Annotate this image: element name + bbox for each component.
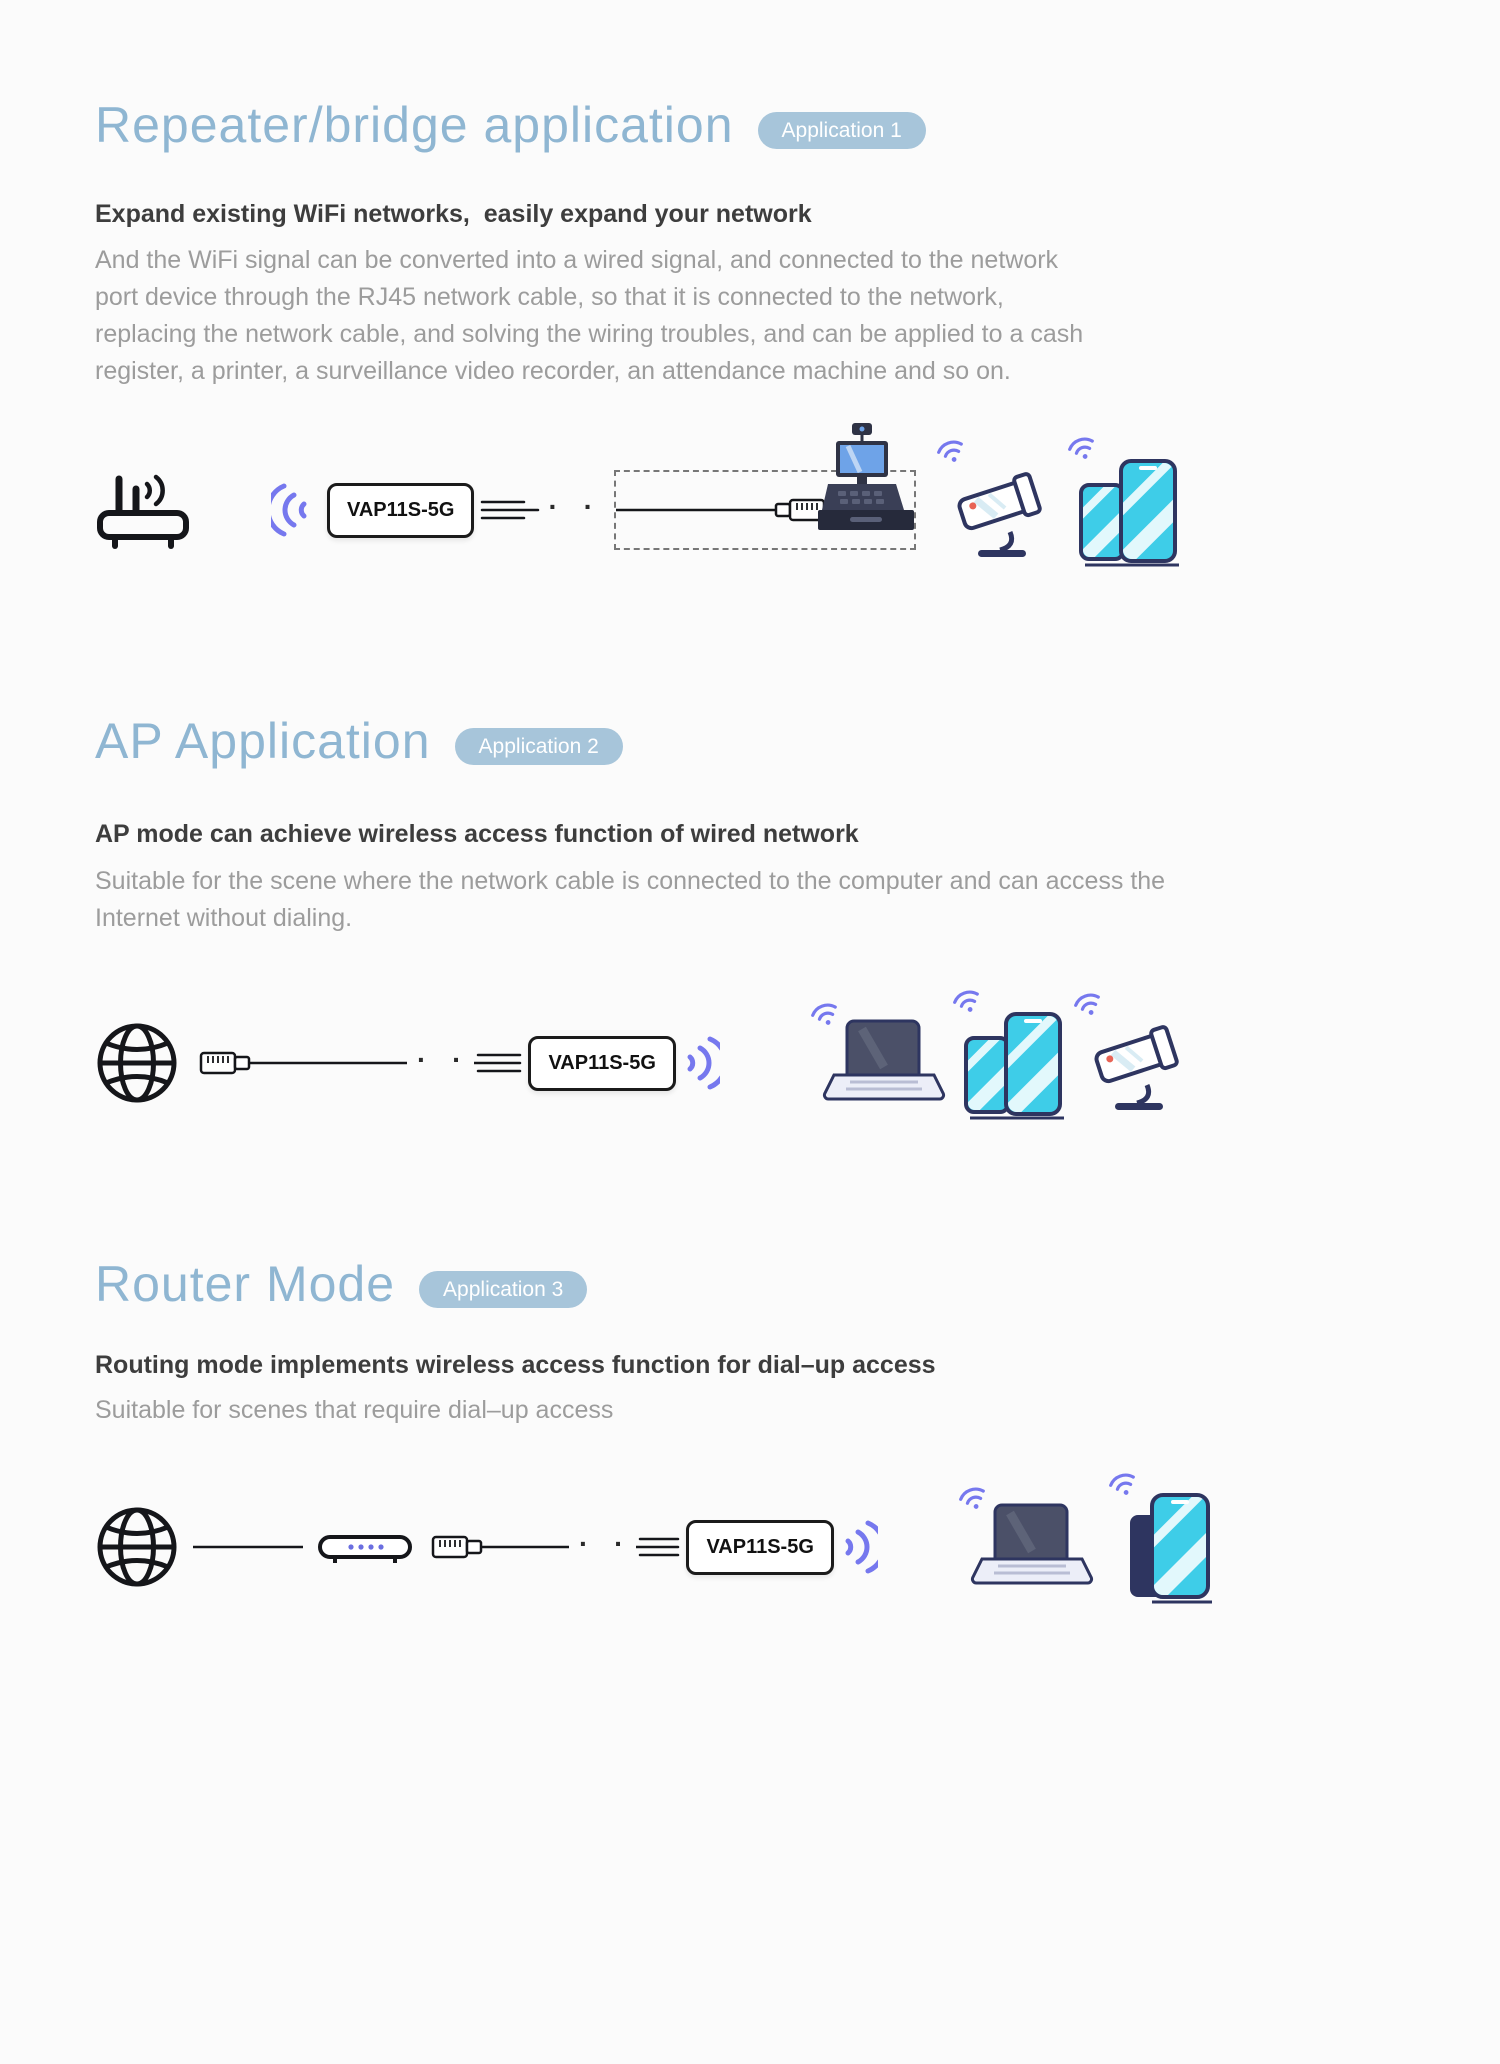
section-title: Repeater/bridge application <box>95 97 734 153</box>
cable-dots: · · <box>579 1528 633 1559</box>
application-badge: Application 1 <box>758 112 926 149</box>
globe-icon <box>95 1505 179 1589</box>
vap-device-box <box>528 1036 675 1091</box>
laptop <box>968 1499 1096 1596</box>
title-row <box>95 1255 1412 1313</box>
ap-diagram <box>95 983 1412 1143</box>
wifi-waves-right-icon <box>684 1034 720 1092</box>
globe-icon <box>95 1021 179 1105</box>
title-row <box>95 96 1412 154</box>
wifi-waves-right-icon <box>842 1518 878 1576</box>
section-body: And the WiFi signal can be converted into a wired signal, and connected to the network port device through the RJ45 network cable, so that it is connected to the network, replacing the network cable, and solving the wiring troubles, and can be applied to a cash register, a printer, a surveillance video recorder, an attendance machine and so on. <box>95 246 1084 385</box>
section-subtitle: Routing mode implements wireless access function for dial–up access <box>95 1351 936 1379</box>
vap-device-box <box>686 1520 833 1575</box>
cctv-camera <box>1083 1005 1198 1122</box>
phones-icon <box>962 1002 1067 1120</box>
section-subtitle: AP mode can achieve wireless access function of wired network <box>95 820 859 848</box>
cable-dots: · · <box>548 491 602 522</box>
modem-icon <box>317 1527 413 1567</box>
device-label: VAP11S-5G <box>706 1535 814 1558</box>
section-router-mode <box>95 1255 1412 1627</box>
device-label: VAP11S-5G <box>347 498 455 521</box>
section-subtitle: Expand existing WiFi networks, easily expand your network <box>95 200 812 228</box>
dashed-connection-box <box>614 470 916 550</box>
cctv-camera-icon <box>946 452 1061 564</box>
rj45-plug-icon <box>199 1048 409 1078</box>
title-row <box>95 712 1412 770</box>
cable-dots: · · <box>417 1044 471 1075</box>
pos-machine <box>810 423 922 546</box>
router-mode-diagram <box>95 1467 1412 1627</box>
section-ap-application <box>95 712 1412 1143</box>
repeater-diagram <box>95 430 1412 590</box>
rj45-plug-icon <box>431 1532 571 1562</box>
smartphones <box>1077 449 1182 572</box>
cable-icon <box>474 1050 522 1076</box>
smartphone <box>1118 1485 1218 1610</box>
cctv-camera-icon <box>1083 1005 1198 1117</box>
device-label: VAP11S-5G <box>548 1051 656 1074</box>
cable-line-icon <box>193 1544 303 1550</box>
smartphones <box>962 1002 1067 1125</box>
router-icon <box>95 469 191 551</box>
cable-icon <box>480 497 540 523</box>
phone-icon <box>1118 1485 1218 1605</box>
vap-device-box <box>327 483 474 538</box>
cctv-camera <box>946 452 1061 569</box>
section-title: AP Application <box>95 713 431 769</box>
section-title: Router Mode <box>95 1256 396 1312</box>
section-body: Suitable for the scene where the network cable is connected to the computer and can access the Internet without dialing. <box>95 867 1166 932</box>
laptop <box>820 1015 948 1112</box>
section-repeater-bridge <box>95 0 1412 590</box>
application-badge: Application 2 <box>455 728 623 765</box>
cable-icon <box>636 1534 680 1560</box>
pos-machine-icon <box>810 423 922 541</box>
laptop-icon <box>820 1015 948 1107</box>
section-body: Suitable for scenes that require dial–up access <box>95 1396 614 1424</box>
wifi-waves-left-icon <box>271 481 311 539</box>
application-badge: Application 3 <box>419 1271 587 1308</box>
laptop-icon <box>968 1499 1096 1591</box>
phones-icon <box>1077 449 1182 567</box>
